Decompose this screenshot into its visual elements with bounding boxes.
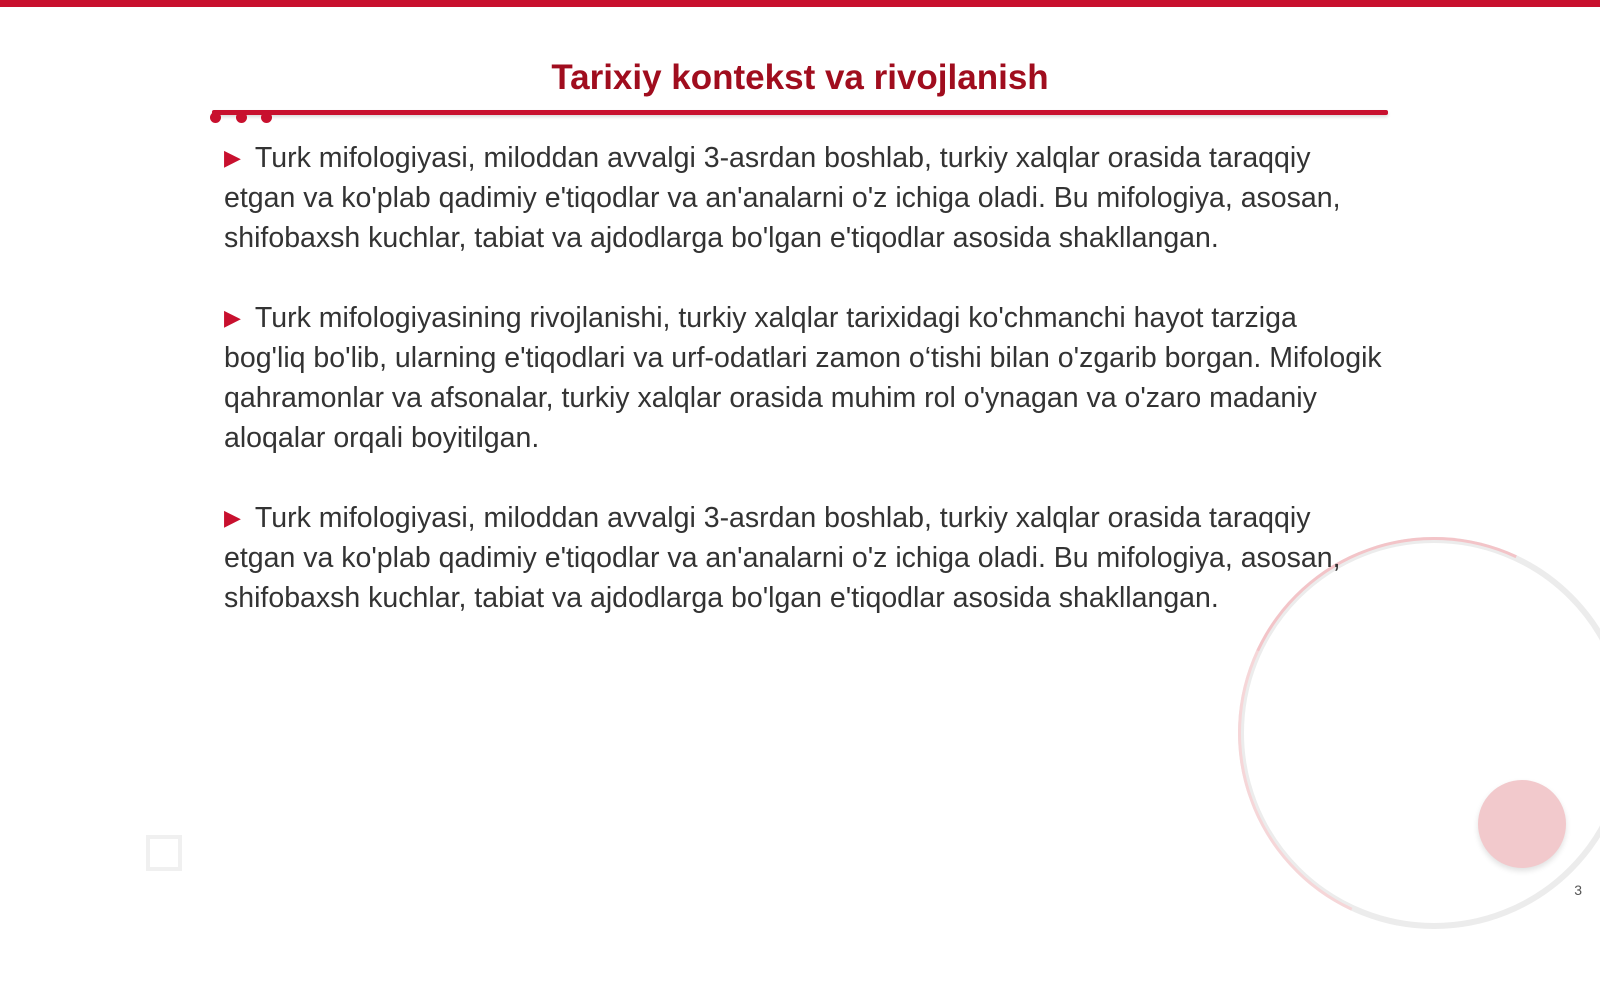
page-number: 3: [1574, 882, 1582, 898]
bullet-arrow-icon: ▶: [224, 145, 241, 170]
bullet-arrow-icon: ▶: [224, 505, 241, 530]
bullet-text-1: Turk mifologiyasi, miloddan avvalgi 3-asrdan boshlab, turkiy xalqlar orasida taraqqiy etgan va ko'plab qadimiy e'tiqodlar va an'analarni o'z ichiga oladi. Bu mifologiya, asosan, shifobaxsh kuchlar, tabiat va ajdodlarga bo'lgan e'tiqodlar asosida shakllangan.: [224, 142, 1341, 254]
bullet-text-2: Turk mifologiyasining rivojlanishi, turkiy xalqlar tarixidagi ko'chmanchi hayot tarziga bog'liq bo'lib, ularning e'tiqodlari va urf-odatlari zamon o‘tishi bilan o'zgarib borgan. Mifologik qahramonlar va afsonalar, turkiy xalqlar orasida muhim rol o'ynagan va o'zaro madaniy aloqalar orqali boyitilgan.: [224, 302, 1382, 454]
slide-title: Tarixiy kontekst va rivojlanish: [551, 58, 1049, 97]
bullet-item-2: [224, 298, 1384, 458]
bullet-arrow-icon: ▶: [224, 305, 241, 330]
decorative-square: [146, 835, 182, 871]
bullet-list: [224, 138, 1384, 658]
bullet-item-1: [224, 138, 1384, 258]
title-dot-2: [236, 112, 247, 123]
decorative-disc: [1478, 780, 1566, 868]
bullet-text-3: Turk mifologiyasi, miloddan avvalgi 3-asrdan boshlab, turkiy xalqlar orasida taraqqiy etgan va ko'plab qadimiy e'tiqodlar va an'analarni o'z ichiga oladi. Bu mifologiya, asosan, shifobaxsh kuchlar, tabiat va ajdodlarga bo'lgan e'tiqodlar asosida shakllangan.: [224, 502, 1341, 614]
title-dot-1: [210, 112, 221, 123]
top-accent-bar: [0, 0, 1600, 7]
bullet-item-3: [224, 498, 1384, 618]
title-underline: [212, 110, 1388, 115]
title-dot-3: [261, 112, 272, 123]
